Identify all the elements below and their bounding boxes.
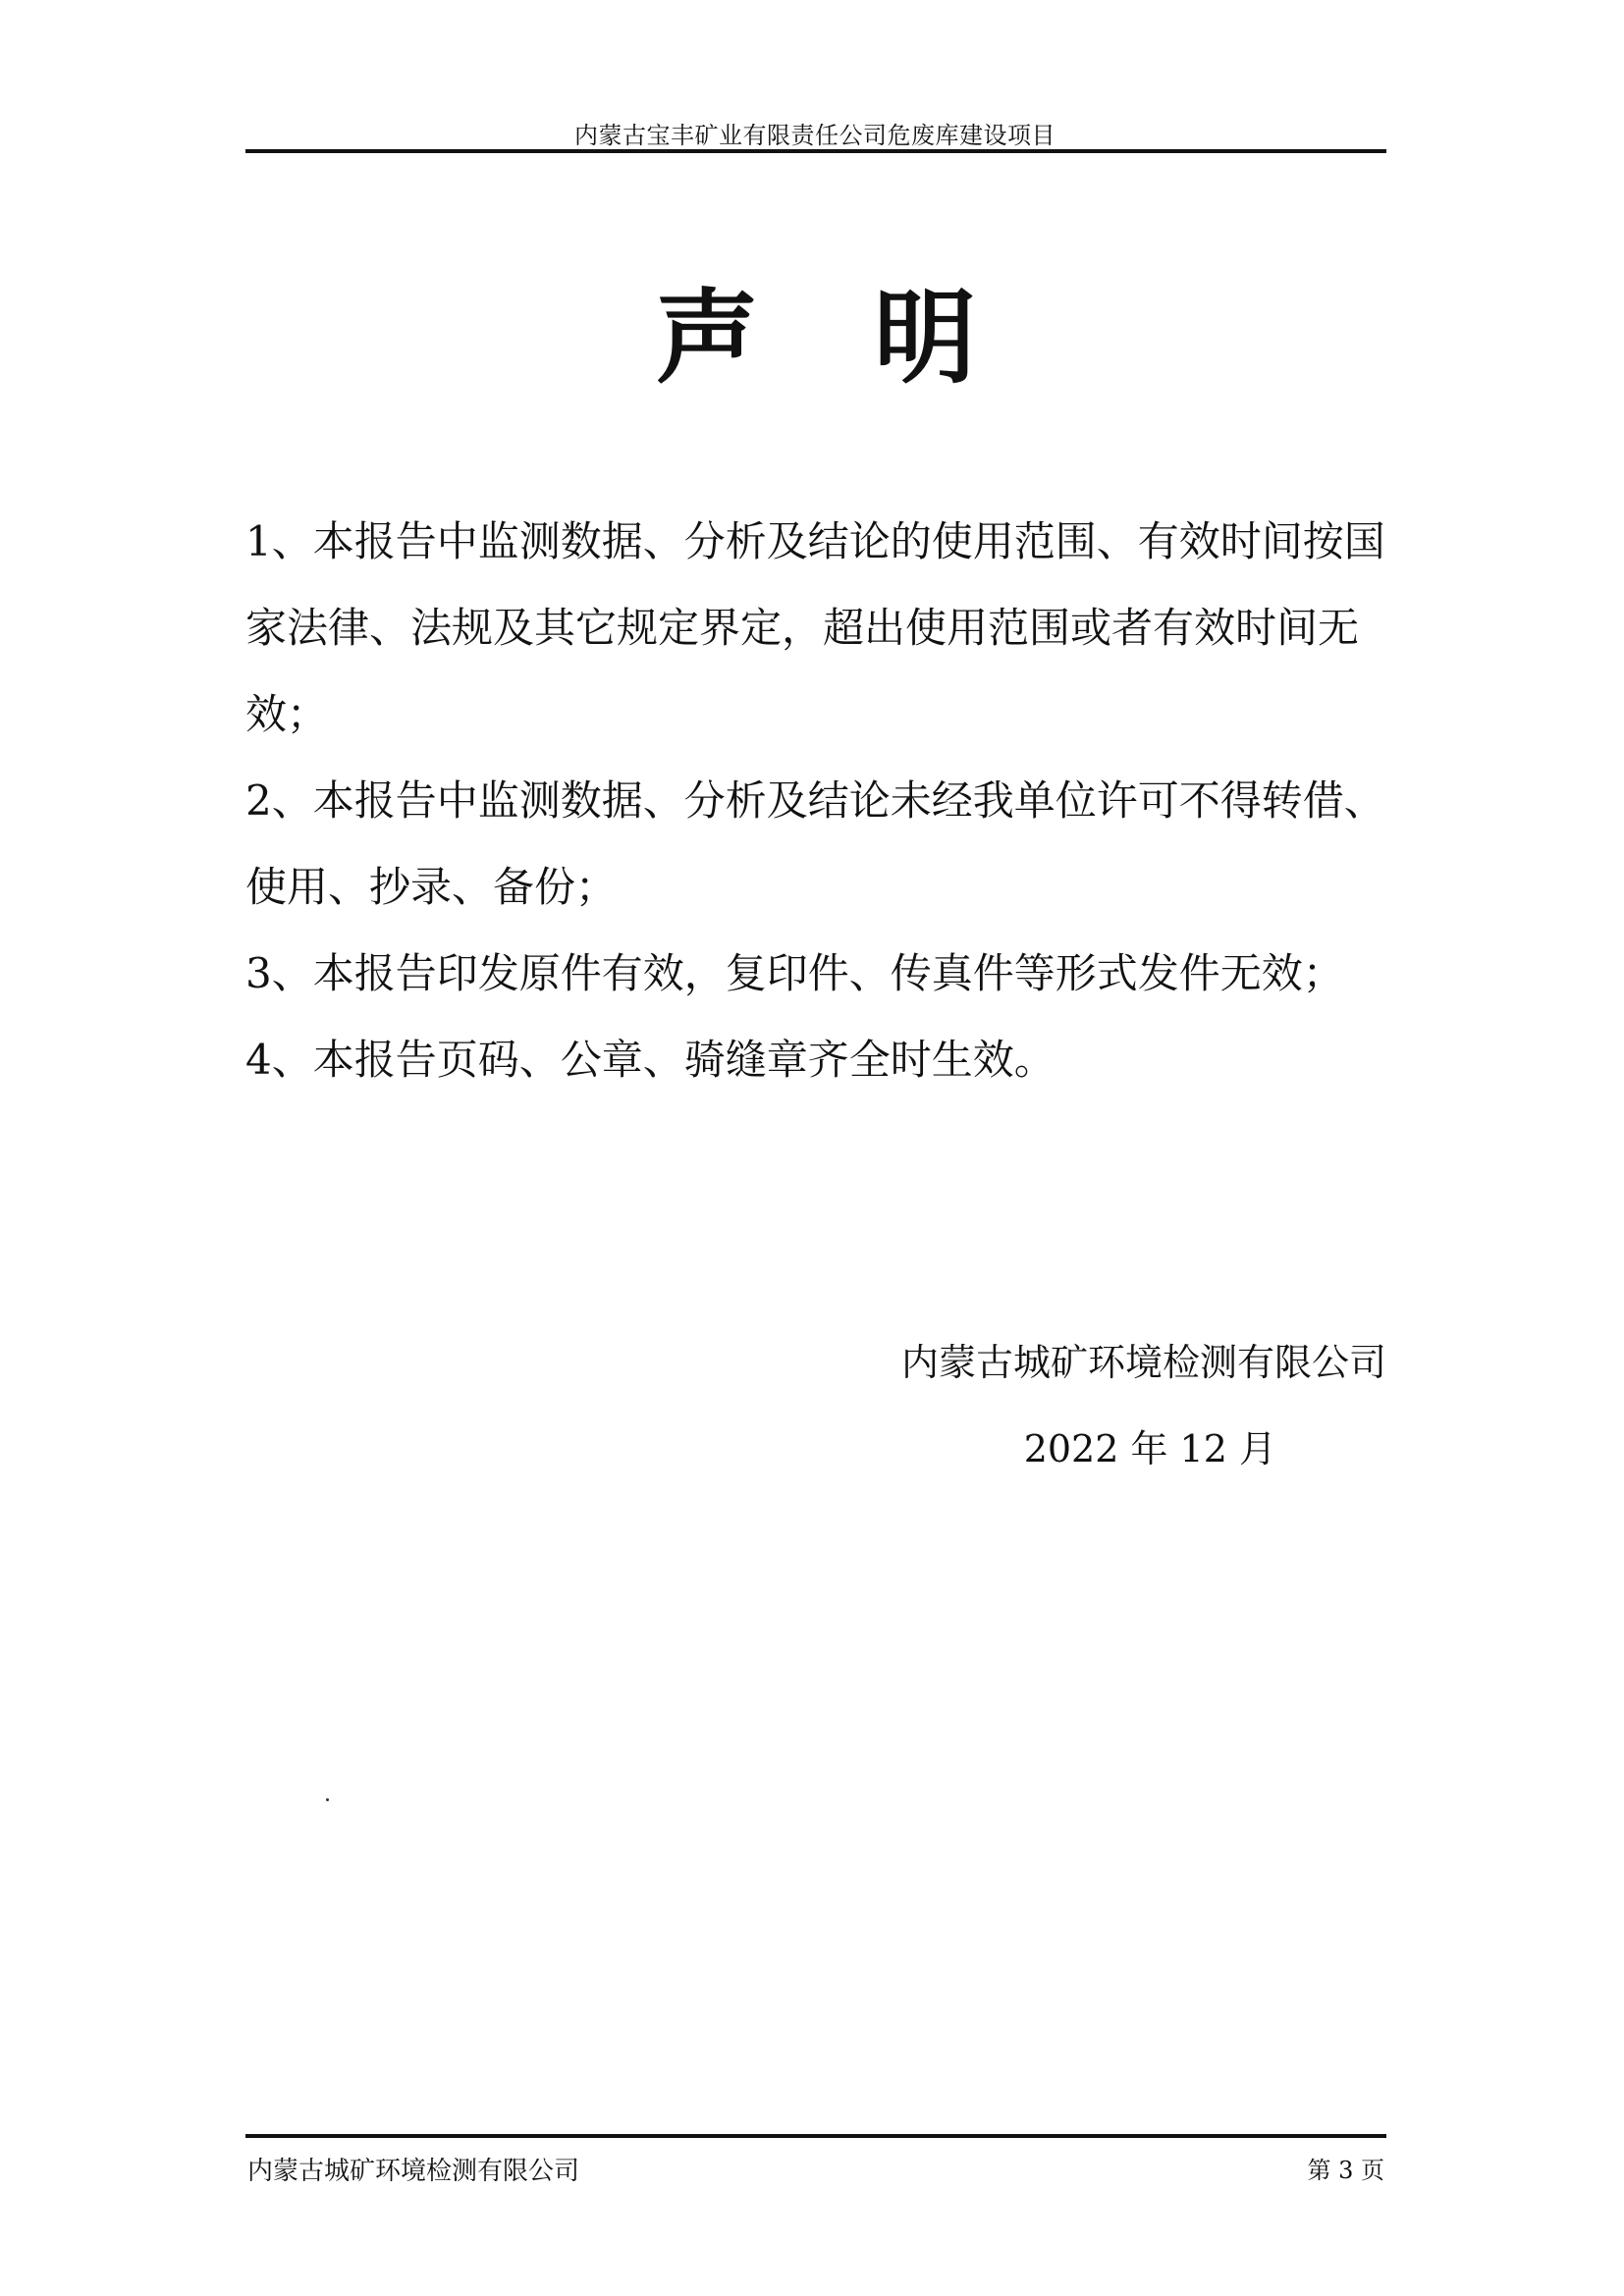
clause-2: 2、本报告中监测数据、分析及结论未经我单位许可不得转借、使用、抄录、备份； [245,776,1385,911]
clause-3: 3、本报告印发原件有效，复印件、传真件等形式发件无效； [245,949,1344,997]
footer-company: 内蒙古城矿环境检测有限公司 [247,2157,580,2186]
scan-dot [326,1798,329,1801]
header-divider [245,149,1386,153]
running-header: 内蒙古宝丰矿业有限责任公司危废库建设项目 [574,122,1056,149]
footer-divider [245,2134,1386,2138]
signature-organization: 内蒙古城矿环境检测有限公司 [900,1341,1386,1384]
title-char-1: 声 [655,278,758,398]
page-number: 第 3 页 [1307,2157,1384,2184]
clause-4: 4、本报告页码、公章、骑缝章齐全时生效。 [245,1036,1056,1084]
clause-1: 1、本报告中监测数据、分析及结论的使用范围、有效时间按国家法律、法规及其它规定界定，超出使用范围或者有效时间无效； [245,517,1385,738]
title-char-2: 明 [874,278,977,398]
signature-date: 2022 年 12 月 [1023,1427,1276,1470]
declaration-clauses [245,499,1386,1103]
page-title [245,278,1386,398]
